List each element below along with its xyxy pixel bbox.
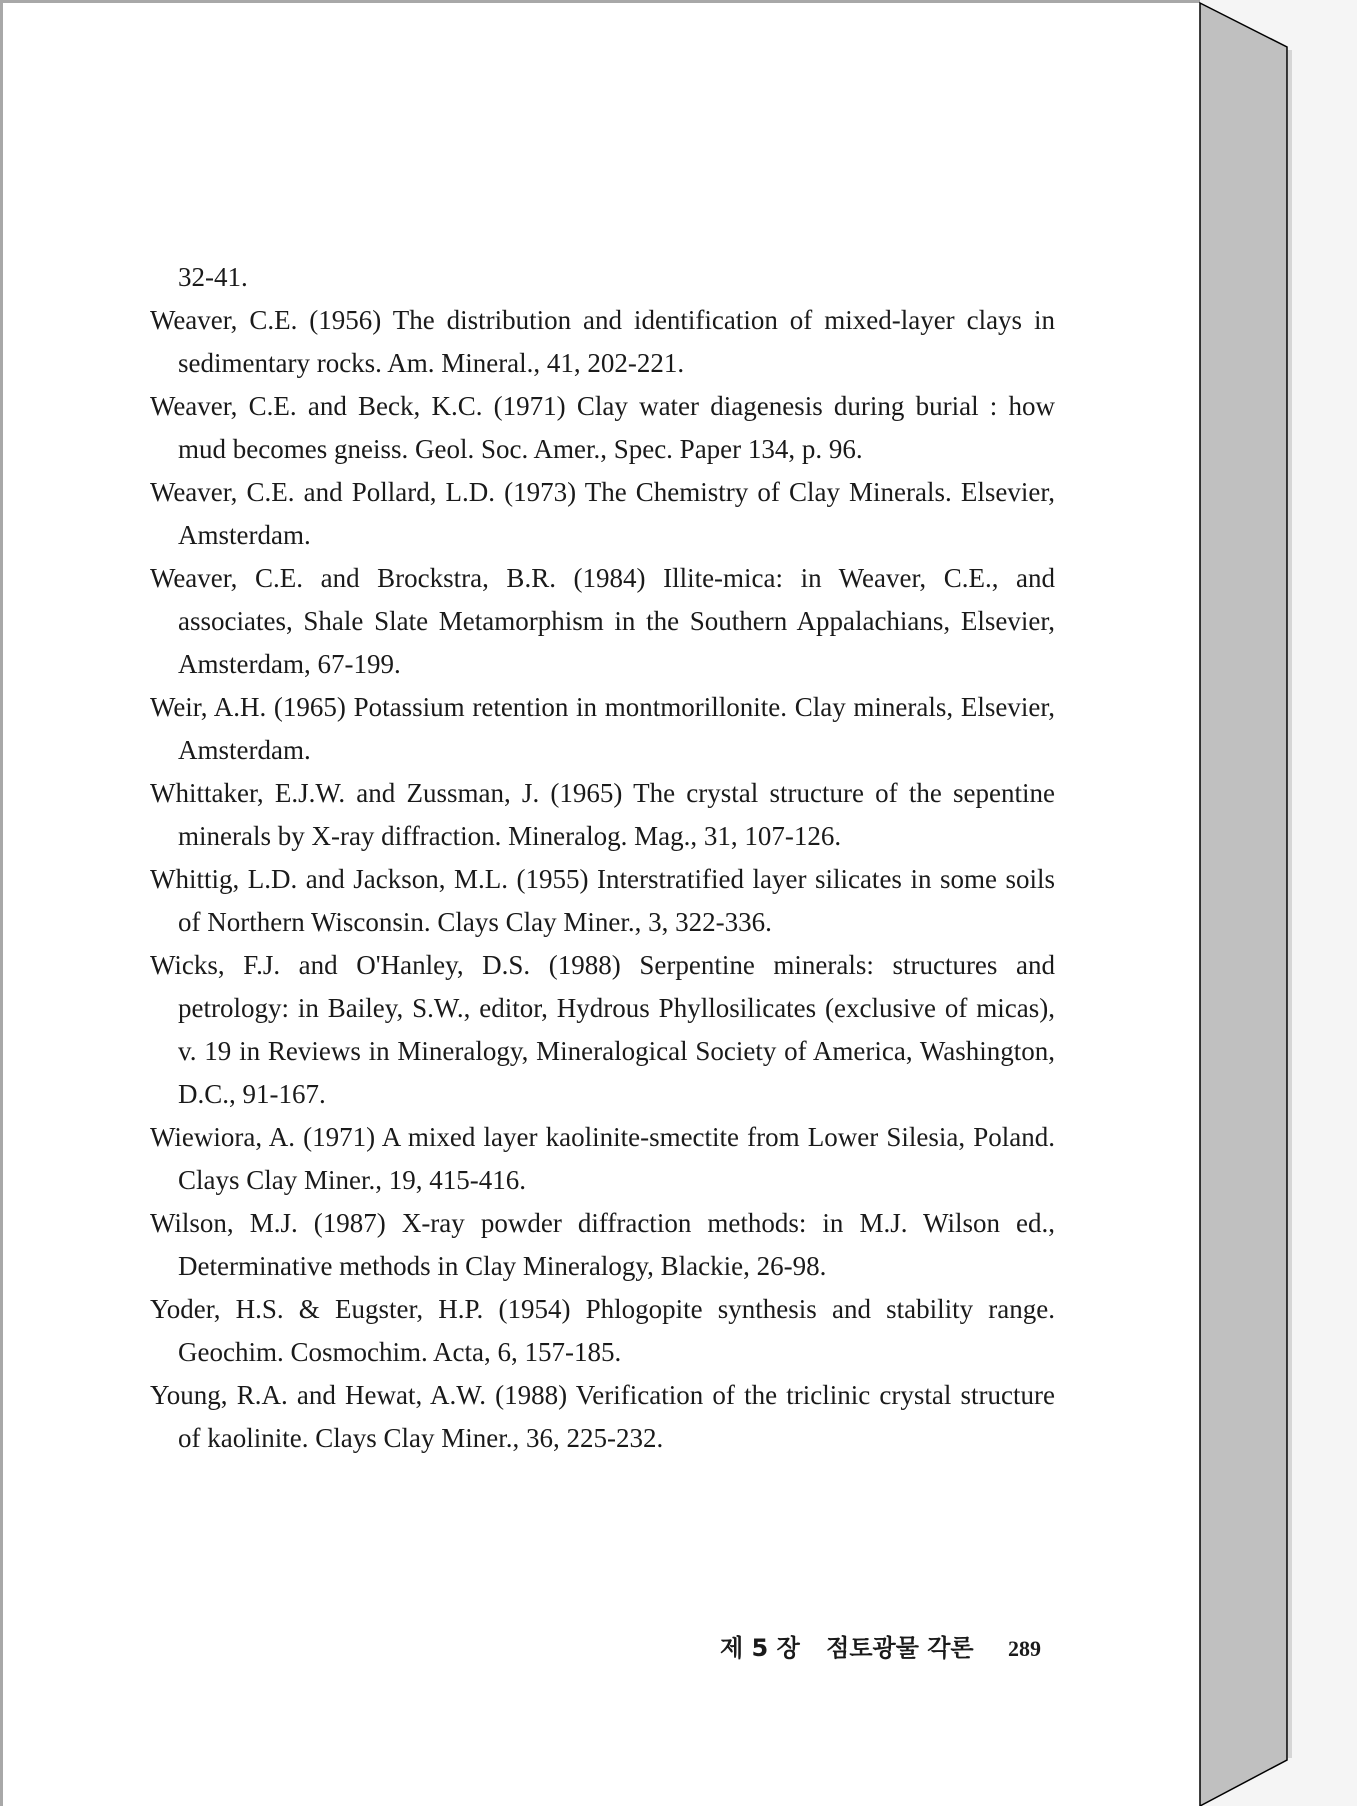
page-footer [720, 1628, 1059, 1663]
page-number: 289 [1007, 1636, 1041, 1661]
reference-entry: Wilson, M.J. (1987) X-ray powder diffraction methods: in M.J. Wilson ed., Determinative methods in Clay Mineralogy, Blackie, 26-98. [150, 1208, 1055, 1281]
reference-entry: Weaver, C.E. and Pollard, L.D. (1973) The Chemistry of Clay Minerals. Elsevier, Amsterdam. [150, 477, 1055, 550]
reference-continuation: 32-41. [178, 262, 248, 292]
reference-entry: Weaver, C.E. (1956) The distribution and identification of mixed-layer clays in sedimentary rocks. Am. Mineral., 41, 202-221. [150, 305, 1055, 378]
reference-entry: Weir, A.H. (1965) Potassium retention in montmorillonite. Clay minerals, Elsevier, Amsterdam. [150, 692, 1055, 765]
reference-entry: Wiewiora, A. (1971) A mixed layer kaolinite-smectite from Lower Silesia, Poland. Clays Clay Miner., 19, 415-416. [150, 1122, 1055, 1195]
reference-entry: Yoder, H.S. & Eugster, H.P. (1954) Phlogopite synthesis and stability range. Geochim. Cosmochim. Acta, 6, 157-185. [150, 1294, 1055, 1367]
reference-entry: Weaver, C.E. and Brockstra, B.R. (1984) Illite-mica: in Weaver, C.E., and associates, Shale Slate Metamorphism in the Southern Appalachians, Elsevier, Amsterdam, 67-199. [150, 563, 1055, 679]
reference-entry: Young, R.A. and Hewat, A.W. (1988) Verification of the triclinic crystal structure of kaolinite. Clays Clay Miner., 36, 225-232. [150, 1380, 1055, 1453]
chapter-label: 제 5 장 [720, 1634, 800, 1662]
section-title: 점토광물 각론 [826, 1634, 974, 1662]
reference-list [150, 256, 1055, 1460]
reference-entry: Whittig, L.D. and Jackson, M.L. (1955) Interstratified layer silicates in some soils of Northern Wisconsin. Clays Clay Miner., 3, 322-336. [150, 864, 1055, 937]
reference-entry: Weaver, C.E. and Beck, K.C. (1971) Clay water diagenesis during burial : how mud becomes gneiss. Geol. Soc. Amer., Spec. Paper 134, p. 96. [150, 391, 1055, 464]
reference-entry: Wicks, F.J. and O'Hanley, D.S. (1988) Serpentine minerals: structures and petrology: in Bailey, S.W., editor, Hydrous Phyllosilicates (exclusive of micas), v. 19 in Reviews in Mineralogy, Mineralogical Society of America, Washington, D.C., 91-167. [150, 950, 1055, 1109]
reference-entry: Whittaker, E.J.W. and Zussman, J. (1965) The crystal structure of the sepentine minerals by X-ray diffraction. Mineralog. Mag., 31, 107-126. [150, 778, 1055, 851]
